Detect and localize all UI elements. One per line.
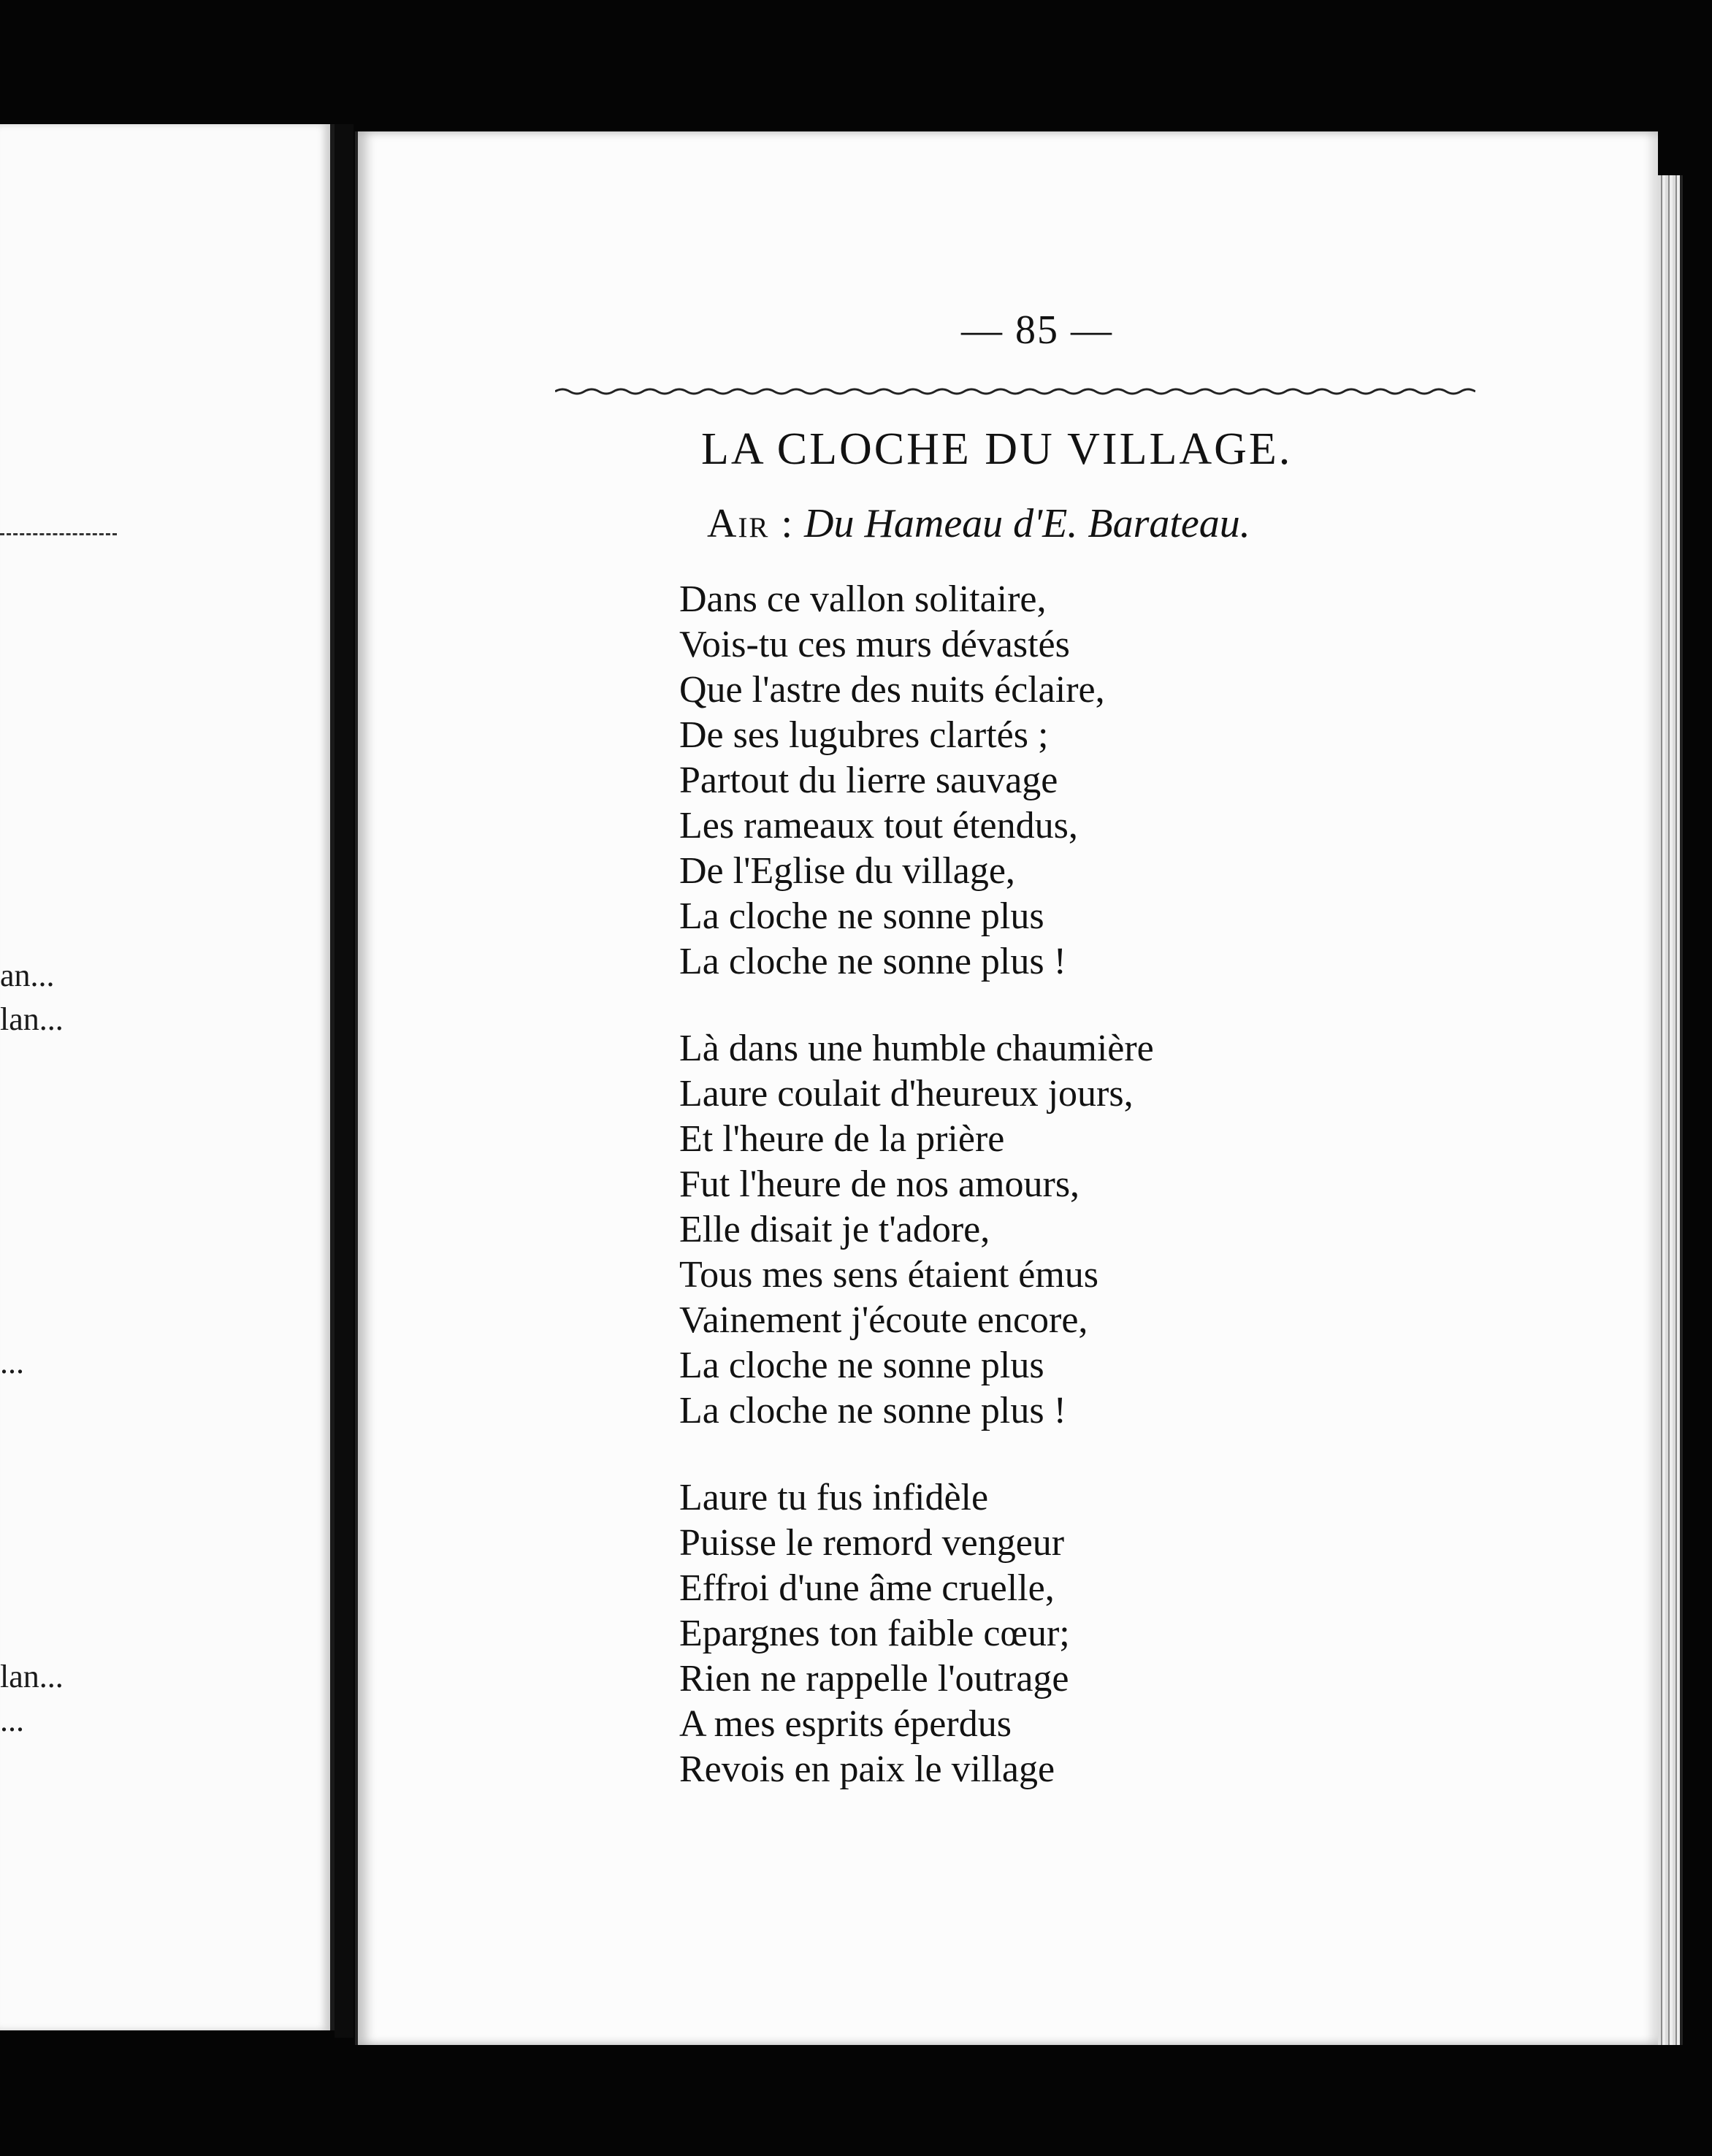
book-gutter — [335, 124, 354, 2038]
verse-line: La cloche ne sonne plus ! — [679, 941, 1066, 982]
verse-line: Vainement j'écoute encore, — [679, 1299, 1088, 1341]
verse-line: Vois-tu ces murs dévastés — [679, 624, 1070, 665]
song-title: LA CLOCHE DU VILLAGE. — [701, 424, 1293, 474]
verse-line: Et l'heure de la prière — [679, 1118, 1005, 1160]
left-page-fragment: lan... — [0, 1659, 64, 1694]
left-page-fragment: lan... — [0, 1001, 64, 1037]
stanza-1 — [679, 577, 1337, 985]
left-facing-page — [0, 124, 335, 2030]
left-page-fragment: ... — [0, 1345, 24, 1380]
air-line — [707, 500, 1583, 547]
verse-line: Que l'astre des nuits éclaire, — [679, 669, 1105, 711]
verse-line: La cloche ne sonne plus ! — [679, 1390, 1066, 1431]
verse-line: Epargnes ton faible cœur; — [679, 1613, 1070, 1654]
verse-line: Là dans une humble chaumière — [679, 1028, 1154, 1069]
verse-line: De ses lugubres clartés ; — [679, 714, 1049, 756]
verse-line: Dans ce vallon solitaire, — [679, 578, 1047, 620]
verse-line: Tous mes sens étaient émus — [679, 1254, 1099, 1296]
left-page-fragment: ... — [0, 1702, 24, 1738]
verse-line: La cloche ne sonne plus — [679, 1345, 1044, 1386]
verse-line: Elle disait je t'adore, — [679, 1209, 990, 1250]
page-number: — 85 — — [961, 307, 1113, 353]
verse-line: De l'Eglise du village, — [679, 850, 1015, 892]
air-source: Du Hameau d'E. Barateau. — [804, 501, 1250, 546]
right-page — [355, 131, 1658, 2045]
verse-line: Les rameaux tout étendus, — [679, 805, 1078, 846]
verse-line: Rien ne rappelle l'outrage — [679, 1658, 1069, 1700]
verse-line: Laure coulait d'heureux jours, — [679, 1073, 1134, 1115]
verse-line: Fut l'heure de nos amours, — [679, 1163, 1080, 1205]
verse-line: La cloche ne sonne plus — [679, 895, 1044, 937]
verse-line: Laure tu fus infidèle — [679, 1477, 989, 1518]
decorative-wavy-rule — [555, 387, 1475, 396]
stanza-2 — [679, 1026, 1337, 1434]
verse-line: Revois en paix le village — [679, 1748, 1055, 1790]
left-page-rule — [0, 533, 117, 535]
verse-line: A mes esprits éperdus — [679, 1703, 1012, 1745]
verse-line: Puisse le remord vengeur — [679, 1522, 1065, 1564]
stanza-3 — [679, 1475, 1337, 1792]
verse-line: Effroi d'une âme cruelle, — [679, 1567, 1055, 1609]
left-page-fragment: an... — [0, 957, 55, 993]
verse-line: Partout du lierre sauvage — [679, 760, 1058, 801]
air-label: Air : — [707, 501, 794, 546]
